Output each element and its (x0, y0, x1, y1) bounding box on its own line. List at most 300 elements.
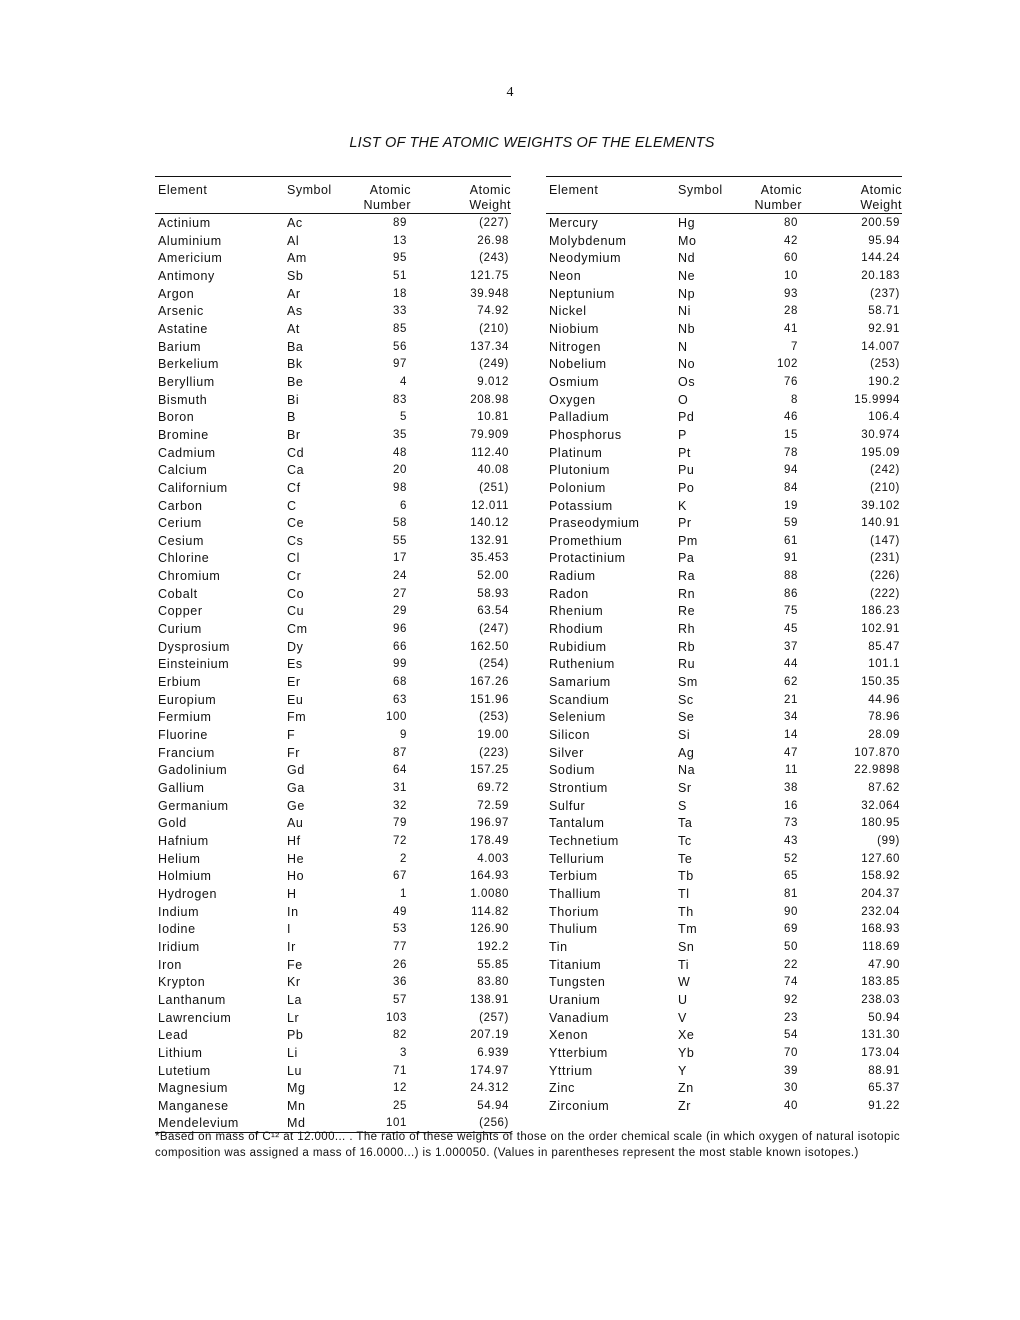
page-title: LIST OF THE ATOMIC WEIGHTS OF THE ELEMENTS (349, 135, 715, 151)
atomic-number: 38 (784, 782, 798, 794)
element-symbol: Y (678, 1063, 687, 1078)
element-symbol: Cd (287, 445, 305, 460)
element-name: Magnesium (158, 1081, 229, 1096)
element-symbol: Be (287, 374, 304, 389)
element-symbol: Xe (678, 1028, 695, 1043)
element-symbol: Dy (287, 639, 304, 654)
atomic-weight: (223) (479, 746, 509, 759)
element-name: Hafnium (158, 833, 209, 848)
table-row (155, 691, 511, 709)
element-name: Promethium (549, 533, 623, 548)
element-name: Berkelium (158, 357, 219, 372)
element-symbol: Rb (678, 639, 696, 654)
atomic-number: 60 (784, 252, 798, 265)
table-row (155, 214, 511, 232)
atomic-weight: 151.96 (470, 693, 509, 706)
atomic-weight: 208.98 (470, 393, 509, 406)
atomic-number: 17 (393, 552, 407, 565)
table-header (155, 177, 511, 214)
atomic-weight: 24.312 (470, 1082, 509, 1095)
table-row (546, 867, 902, 885)
atomic-weight: 1.0080 (470, 887, 509, 900)
table-row (546, 532, 902, 550)
element-name: Cerium (158, 516, 202, 531)
table-row (546, 779, 902, 797)
element-symbol: Np (678, 286, 696, 301)
element-name: Oxygen (549, 392, 596, 407)
atomic-number: 51 (393, 269, 407, 282)
left-table-rows (155, 214, 511, 1132)
element-symbol: Sm (678, 675, 698, 690)
atomic-weight: 183.85 (861, 976, 900, 989)
element-name: Uranium (549, 992, 601, 1007)
atomic-weight: (254) (479, 658, 509, 671)
element-symbol: Se (678, 710, 695, 725)
atomic-number: 46 (784, 411, 798, 424)
element-name: Tellurium (549, 851, 605, 866)
element-symbol: Au (287, 816, 304, 831)
table-row (546, 726, 902, 744)
table-row (155, 426, 511, 444)
atomic-number: 74 (784, 976, 798, 989)
element-symbol: Lu (287, 1063, 303, 1078)
element-symbol: Es (287, 657, 303, 672)
element-symbol: Ne (678, 268, 696, 283)
atomic-number: 21 (784, 693, 798, 706)
element-name: Tin (549, 939, 568, 954)
element-symbol: Br (287, 427, 301, 442)
element-name: Rhodium (549, 622, 604, 637)
atomic-weight: 190.2 (868, 375, 900, 388)
atomic-number: 92 (784, 993, 798, 1006)
element-name: Arsenic (158, 304, 204, 319)
element-name: Terbium (549, 869, 598, 884)
atomic-number: 49 (393, 905, 407, 918)
atomic-weight: 204.37 (861, 887, 900, 900)
element-symbol: Co (287, 586, 305, 601)
element-symbol: Yb (678, 1045, 695, 1060)
atomic-weight: 15.9994 (854, 393, 900, 406)
table-row (155, 903, 511, 921)
atomic-number: 81 (784, 887, 798, 900)
element-name: Vanadium (549, 1010, 610, 1025)
element-symbol: Ag (678, 745, 695, 760)
element-name: Titanium (549, 957, 602, 972)
element-name: Samarium (549, 675, 611, 690)
atomic-number: 30 (784, 1082, 798, 1095)
element-symbol: Hf (287, 833, 301, 848)
table-row (546, 479, 902, 497)
atomic-number: 67 (393, 870, 407, 883)
atomic-weight: (231) (870, 552, 900, 565)
atomic-number: 83 (393, 393, 407, 406)
table-row (155, 779, 511, 797)
element-name: Fermium (158, 710, 212, 725)
atomic-number: 48 (393, 446, 407, 459)
atomic-number: 77 (393, 940, 407, 953)
table-row (155, 708, 511, 726)
element-name: Calcium (158, 463, 208, 478)
atomic-weight: 92.91 (868, 322, 900, 335)
element-name: Lutetium (158, 1063, 211, 1078)
atomic-weight: 162.50 (470, 640, 509, 653)
element-symbol: Zr (678, 1098, 691, 1113)
table-row (155, 232, 511, 250)
table-row (546, 673, 902, 691)
atomic-number: 1 (400, 887, 407, 900)
element-name: Thorium (549, 904, 600, 919)
atomic-number: 5 (400, 411, 407, 424)
left-table (155, 176, 511, 1133)
atomic-weight: 102.91 (861, 623, 900, 636)
atomic-weight: 55.85 (477, 958, 509, 971)
element-name: Lawrencium (158, 1010, 232, 1025)
atomic-number: 97 (393, 358, 407, 371)
table-row (155, 302, 511, 320)
element-name: Gadolinium (158, 763, 228, 778)
element-name: Aluminium (158, 233, 222, 248)
atomic-weight: (147) (870, 534, 900, 547)
atomic-number: 8 (791, 393, 798, 406)
atomic-number: 93 (784, 287, 798, 300)
atomic-number: 37 (784, 640, 798, 653)
element-symbol: K (678, 498, 687, 513)
atomic-weight: 83.80 (477, 976, 509, 989)
atomic-weight: 137.34 (470, 340, 509, 353)
element-symbol: Er (287, 675, 301, 690)
atomic-weight: 95.94 (868, 234, 900, 247)
table-row (155, 973, 511, 991)
element-symbol: U (678, 992, 688, 1007)
element-symbol: Tm (678, 922, 698, 937)
table-row (155, 497, 511, 515)
atomic-number: 47 (784, 746, 798, 759)
atomic-number: 57 (393, 993, 407, 1006)
atomic-number: 86 (784, 587, 798, 600)
atomic-weight: 85.47 (868, 640, 900, 653)
atomic-number: 70 (784, 1046, 798, 1059)
atomic-weight: 132.91 (470, 534, 509, 547)
atomic-number: 79 (393, 817, 407, 830)
element-symbol: Pr (678, 516, 692, 531)
atomic-weight: (257) (479, 1011, 509, 1024)
atomic-number: 35 (393, 428, 407, 441)
right-table (546, 176, 902, 1114)
element-symbol: Ni (678, 304, 692, 319)
element-symbol: Fe (287, 957, 303, 972)
header-atomic-weight: Atomic Weight (860, 183, 902, 212)
atomic-weight: (222) (870, 587, 900, 600)
atomic-number: 98 (393, 481, 407, 494)
atomic-number: 82 (393, 1029, 407, 1042)
atomic-weight: 74.92 (477, 305, 509, 318)
atomic-weight: 131.30 (861, 1029, 900, 1042)
element-symbol: Bi (287, 392, 300, 407)
element-name: Chlorine (158, 551, 210, 566)
element-name: Palladium (549, 410, 610, 425)
element-name: Neon (549, 268, 582, 283)
atomic-number: 55 (393, 534, 407, 547)
element-symbol: Os (678, 374, 696, 389)
element-name: Cesium (158, 533, 204, 548)
atomic-weight: 19.00 (477, 729, 509, 742)
table-row (155, 991, 511, 1009)
element-symbol: Sc (678, 692, 694, 707)
table-row (546, 920, 902, 938)
atomic-number: 100 (386, 711, 407, 724)
atomic-weight: 158.92 (861, 870, 900, 883)
element-symbol: Kr (287, 975, 301, 990)
atomic-number: 36 (393, 976, 407, 989)
table-row (546, 761, 902, 779)
element-symbol: Ta (678, 816, 693, 831)
atomic-number: 34 (784, 711, 798, 724)
table-header (546, 177, 902, 214)
atomic-number: 68 (393, 676, 407, 689)
element-symbol: Am (287, 251, 307, 266)
element-symbol: Zn (678, 1081, 694, 1096)
atomic-number: 6 (400, 499, 407, 512)
atomic-weight: (99) (877, 834, 900, 847)
table-row (155, 744, 511, 762)
atomic-number: 39 (784, 1064, 798, 1077)
atomic-weight: 9.012 (477, 375, 509, 388)
atomic-weight: 14.007 (861, 340, 900, 353)
table-row (546, 267, 902, 285)
element-symbol: Tb (678, 869, 694, 884)
element-name: Thallium (549, 886, 602, 901)
atomic-number: 20 (393, 464, 407, 477)
table-row (546, 832, 902, 850)
atomic-number: 94 (784, 464, 798, 477)
element-symbol: Li (287, 1045, 298, 1060)
element-symbol: Pd (678, 410, 695, 425)
atomic-weight: 6.939 (477, 1046, 509, 1059)
table-row (546, 373, 902, 391)
element-name: Platinum (549, 445, 603, 460)
element-symbol: Gd (287, 763, 305, 778)
atomic-weight: 180.95 (861, 817, 900, 830)
atomic-weight: 121.75 (470, 269, 509, 282)
element-symbol: Ac (287, 216, 303, 230)
atomic-weight: 157.25 (470, 764, 509, 777)
atomic-weight: 126.90 (470, 923, 509, 936)
element-name: Einsteinium (158, 657, 230, 672)
atomic-weight: 112.40 (471, 446, 509, 459)
element-symbol: Cs (287, 533, 304, 548)
element-name: Antimony (158, 268, 215, 283)
element-symbol: Ba (287, 339, 304, 354)
element-name: Phosphorus (549, 427, 622, 442)
atomic-number: 56 (393, 340, 407, 353)
element-symbol: Hg (678, 216, 696, 230)
atomic-number: 16 (784, 799, 798, 812)
element-name: Gallium (158, 781, 205, 795)
element-name: Protactinium (549, 551, 626, 566)
atomic-number: 14 (784, 729, 798, 742)
table-row (546, 885, 902, 903)
atomic-number: 73 (784, 817, 798, 830)
atomic-number: 96 (393, 623, 407, 636)
atomic-weight: (226) (870, 570, 900, 583)
atomic-weight: (237) (870, 287, 900, 300)
element-name: Silicon (549, 728, 591, 743)
atomic-number: 27 (393, 587, 407, 600)
table-row (546, 691, 902, 709)
atomic-number: 9 (400, 729, 407, 742)
table-row (155, 638, 511, 656)
table-row (155, 479, 511, 497)
table-row (155, 267, 511, 285)
element-symbol: W (678, 975, 691, 990)
table-row (546, 391, 902, 409)
footnote: *Based on mass of C¹² at 12.000... . The ratio of these weights of those on the order chemical scale (in which oxygen of natural isotopic composition was assigned a mass of 16.0000...) is 1.000050. (Values in parentheses represent the most stable known isotopes.) (155, 1131, 900, 1159)
atomic-number: 12 (393, 1082, 407, 1095)
table-row (546, 850, 902, 868)
atomic-number: 71 (393, 1064, 407, 1077)
element-name: Copper (158, 604, 203, 619)
table-row (546, 797, 902, 815)
element-symbol: O (678, 392, 689, 407)
table-row (546, 991, 902, 1009)
element-symbol: Sn (678, 939, 695, 954)
element-name: Astatine (158, 321, 208, 336)
atomic-number: 18 (393, 287, 407, 300)
element-symbol: Tc (678, 833, 692, 848)
atomic-number: 50 (784, 940, 798, 953)
element-name: Actinium (158, 216, 211, 230)
atomic-weight: 69.72 (477, 782, 509, 794)
element-symbol: Mn (287, 1098, 306, 1113)
table-row (155, 620, 511, 638)
atomic-weight: 207.19 (470, 1029, 509, 1042)
atomic-weight: 150.35 (861, 676, 900, 689)
element-symbol: Pt (678, 445, 692, 460)
atomic-weight: 238.03 (861, 993, 900, 1006)
table-row (155, 567, 511, 585)
atomic-weight: 164.93 (470, 870, 509, 883)
table-row (155, 885, 511, 903)
element-name: Beryllium (158, 374, 215, 389)
table-row (155, 373, 511, 391)
atomic-weight: 107.870 (854, 746, 900, 759)
element-symbol: No (678, 357, 696, 372)
table-row (546, 338, 902, 356)
element-name: Thulium (549, 922, 598, 937)
atomic-number: 65 (784, 870, 798, 883)
atomic-weight: 232.04 (861, 905, 900, 918)
table-row (546, 461, 902, 479)
atomic-number: 101 (386, 1117, 407, 1130)
element-symbol: Ga (287, 781, 305, 795)
element-name: Nobelium (549, 357, 607, 372)
atomic-number: 61 (784, 534, 798, 547)
element-name: Krypton (158, 975, 206, 990)
table-row (155, 461, 511, 479)
element-symbol: N (678, 339, 688, 354)
element-symbol: Bk (287, 357, 303, 372)
table-row (155, 655, 511, 673)
atomic-weight: 174.97 (470, 1064, 509, 1077)
element-symbol: S (678, 798, 687, 813)
atomic-number: 88 (784, 570, 798, 583)
element-name: Bismuth (158, 392, 208, 407)
atomic-weight: (243) (479, 252, 509, 265)
atomic-number: 2 (400, 852, 407, 865)
atomic-number: 41 (784, 322, 798, 335)
element-name: Rubidium (549, 639, 607, 654)
element-name: Mercury (549, 216, 599, 230)
element-name: Lithium (158, 1045, 203, 1060)
element-name: Bromine (158, 427, 209, 442)
atomic-weight: 200.59 (861, 217, 900, 229)
element-name: Neodymium (549, 251, 622, 266)
table-row (155, 761, 511, 779)
atomic-weight: 72.59 (477, 799, 509, 812)
table-row (155, 1097, 511, 1115)
element-name: Sodium (549, 763, 595, 778)
page-number: 4 (506, 85, 514, 100)
atomic-number: 89 (393, 217, 407, 229)
atomic-number: 90 (784, 905, 798, 918)
element-symbol: Pm (678, 533, 698, 548)
atomic-number: 13 (393, 234, 407, 247)
element-name: Dysprosium (158, 639, 230, 654)
element-name: Molybdenum (549, 233, 627, 248)
element-name: Niobium (549, 321, 600, 336)
table-row (546, 302, 902, 320)
atomic-weight: 192.2 (477, 940, 509, 953)
table-row (546, 973, 902, 991)
element-name: Silver (549, 745, 584, 760)
element-symbol: H (287, 886, 297, 901)
element-name: Polonium (549, 480, 606, 495)
atomic-number: 23 (784, 1011, 798, 1024)
element-symbol: Pu (678, 463, 695, 478)
atomic-weight: 144.24 (861, 252, 900, 265)
atomic-weight: (253) (870, 358, 900, 371)
table-row (155, 814, 511, 832)
atomic-weight: 118.69 (862, 940, 900, 953)
table-row (546, 956, 902, 974)
atomic-weight: 32.064 (861, 799, 900, 812)
element-name: Plutonium (549, 463, 610, 478)
element-symbol: Cr (287, 569, 302, 584)
element-name: Germanium (158, 798, 229, 813)
right-table-rows (546, 214, 902, 1114)
header-atomic-number: Atomic Number (363, 183, 411, 212)
element-symbol: Cu (287, 604, 305, 619)
element-symbol: Ho (287, 869, 305, 884)
atomic-number: 33 (393, 305, 407, 318)
atomic-weight: 4.003 (477, 852, 509, 865)
atomic-weight: 167.26 (470, 676, 509, 689)
element-symbol: At (287, 321, 301, 336)
atomic-weight: 39.102 (861, 499, 900, 512)
element-name: Barium (158, 339, 202, 354)
element-name: Helium (158, 851, 201, 866)
element-symbol: P (678, 427, 687, 442)
element-symbol: Eu (287, 692, 304, 707)
element-name: Cadmium (158, 445, 216, 460)
table-row (155, 832, 511, 850)
atomic-number: 31 (393, 782, 407, 794)
element-symbol: Nb (678, 321, 696, 336)
atomic-number: 54 (784, 1029, 798, 1042)
atomic-weight: 140.91 (861, 517, 900, 530)
atomic-weight: 28.09 (868, 729, 900, 742)
atomic-number: 72 (393, 834, 407, 847)
